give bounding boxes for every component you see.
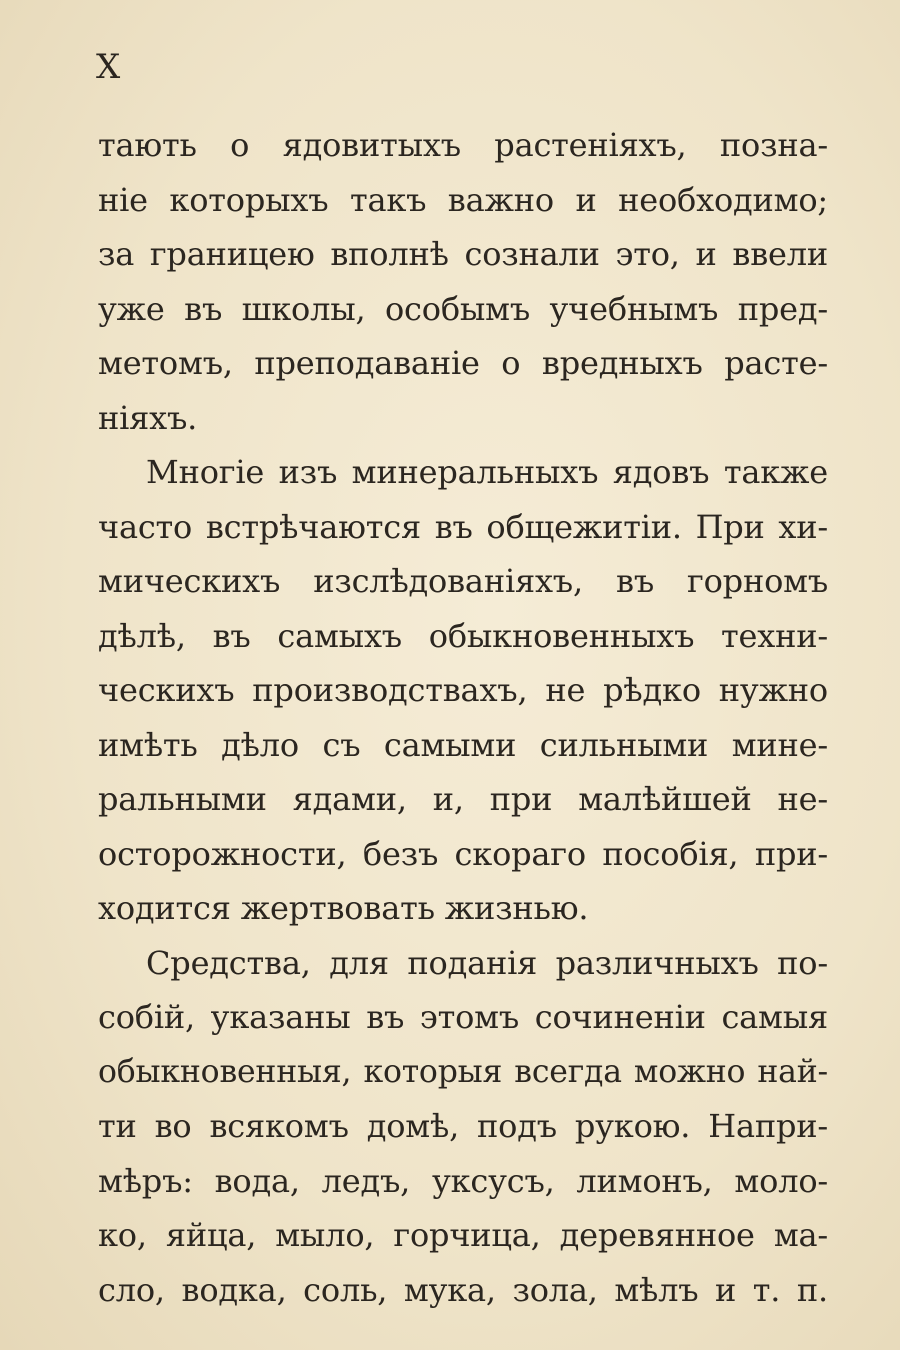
paragraph-start-line: Средства, для поданія различныхъ по- <box>146 943 828 982</box>
text-line: ческихъ производствахъ, не рѣдко нужно <box>98 671 828 709</box>
text-line: осторожности, безъ скораго пособія, при- <box>98 834 828 873</box>
text-line: часто встрѣчаются въ общежитіи. При хи- <box>98 507 828 546</box>
text-line: ральными ядами, и, при малѣйшей не- <box>98 780 828 818</box>
text-line: собій, указаны въ этомъ сочиненіи самыя <box>98 998 828 1036</box>
text-line: за границею вполнѣ сознали это, и ввели <box>98 235 828 273</box>
text-line: ніе которыхъ такъ важно и необходимо; <box>98 180 828 219</box>
paragraph-end-line: ходится жертвовать жизнью. <box>98 889 589 927</box>
page-number: X <box>96 47 121 87</box>
text-line: имѣть дѣло съ самыми сильными мине- <box>98 725 828 764</box>
text-line: сло, водка, соль, мука, зола, мѣлъ и т. п. <box>98 1270 828 1309</box>
text-line: дѣлѣ, въ самыхъ обыкновенныхъ техни- <box>98 616 828 655</box>
text-line: ти во всякомъ домѣ, подъ рукою. Напри- <box>98 1107 828 1145</box>
text-line: тають о ядовитыхъ растеніяхъ, позна- <box>98 126 828 164</box>
text-line: обыкновенныя, которыя всегда можно най- <box>98 1053 828 1090</box>
text-line: метомъ, преподаваніе о вредныхъ расте- <box>98 344 828 382</box>
text-line: ко, яйца, мыло, горчица, деревянное ма- <box>98 1216 828 1254</box>
paragraph-start-line: Многіе изъ минеральныхъ ядовъ также <box>146 453 828 491</box>
text-line: мѣръ: вода, ледъ, уксусъ, лимонъ, моло- <box>98 1161 828 1200</box>
text-line: уже въ школы, особымъ учебнымъ пред- <box>98 289 828 328</box>
paragraph-end-line: ніяхъ. <box>98 398 198 437</box>
body-text <box>98 118 828 1317</box>
text-line: мическихъ изслѣдованіяхъ, въ горномъ <box>98 562 828 600</box>
